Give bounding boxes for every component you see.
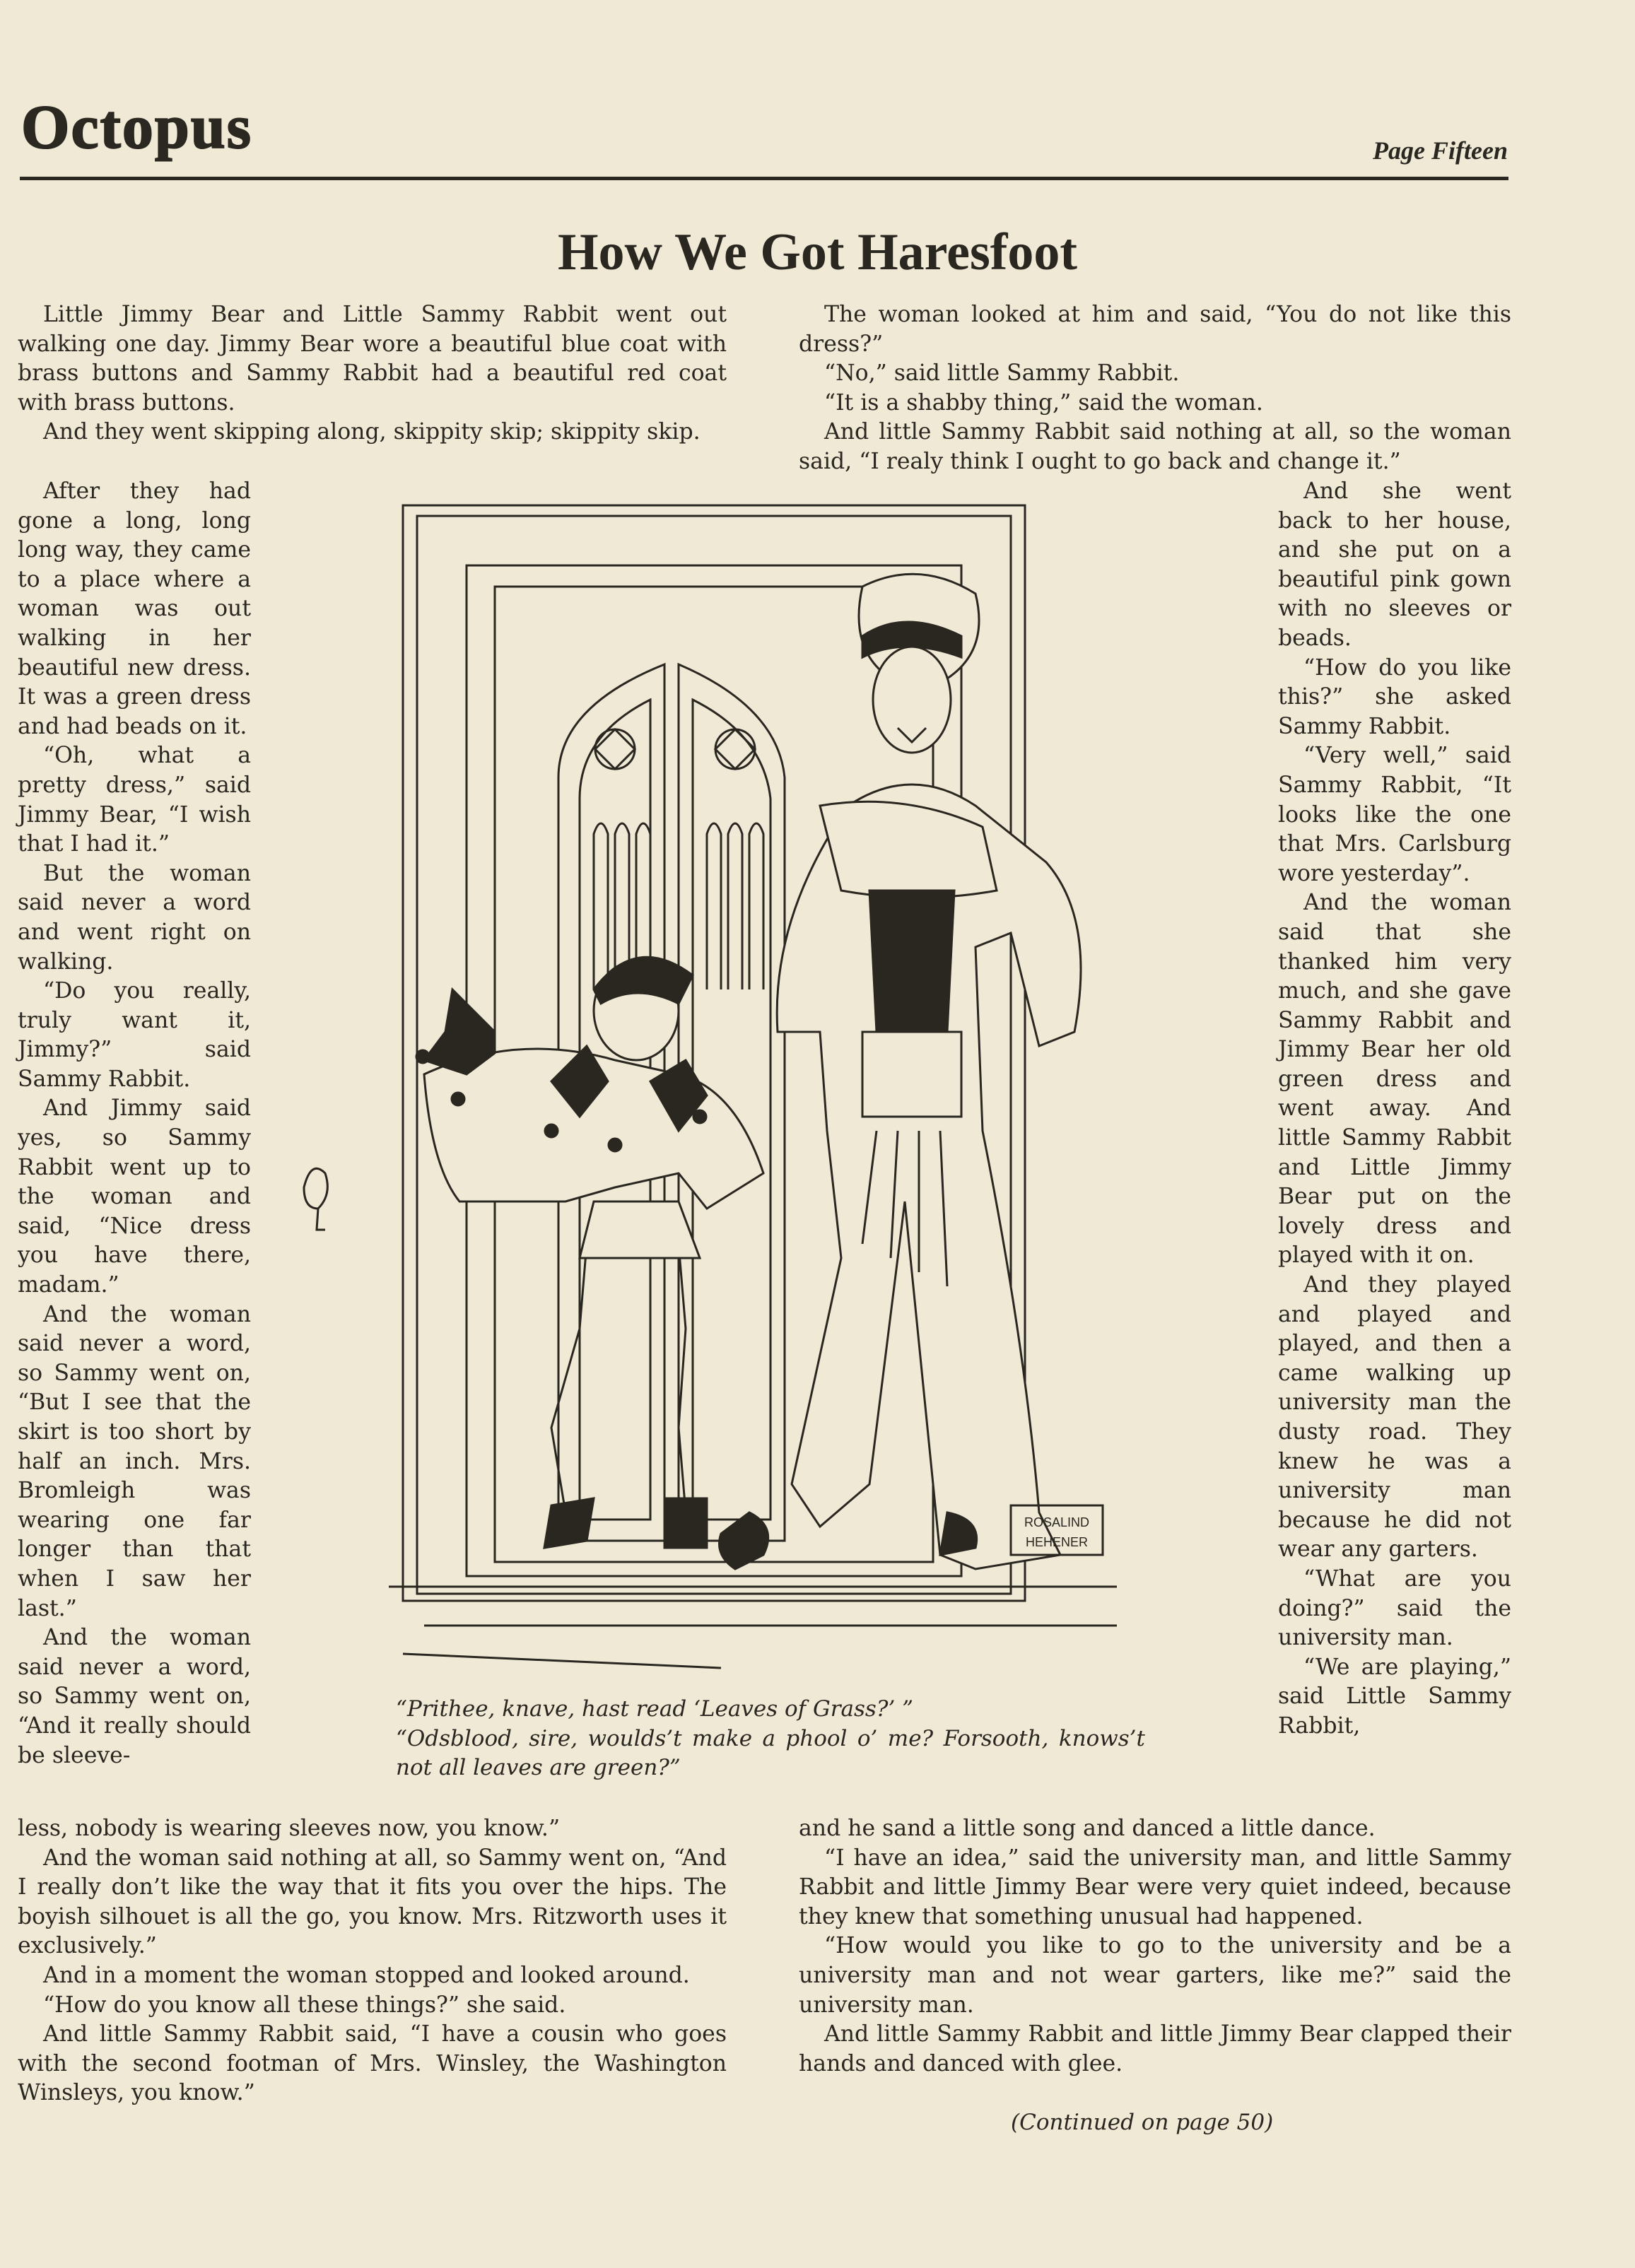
- paragraph: “How would you like to go to the university and be a university man and not wear garters, like me?” said the university man.: [799, 1933, 1511, 2018]
- left-column-narrow: [18, 477, 251, 1770]
- paragraph: And little Sammy Rabbit said nothing at all, so the woman said, “I realy think I ought to go back and change it.”: [799, 419, 1511, 474]
- paragraph: And little Sammy Rabbit said, “I have a cousin who goes with the second footman of Mrs. Winsley, the Washington Winsleys, you know.”: [18, 2021, 727, 2106]
- right-column-narrow: [1278, 477, 1511, 1741]
- left-column-bottom: [18, 1814, 727, 2108]
- magazine-masthead: Octopus: [21, 93, 252, 162]
- paragraph: “No,” said little Sammy Rabbit.: [824, 360, 1180, 387]
- paragraph: less, nobody is wearing sleeves now, you know.”: [18, 1816, 561, 1841]
- paragraph: And they went skipping along, skippity skip; skippity skip.: [43, 419, 701, 445]
- right-column-bottom: [799, 1814, 1511, 2079]
- paragraph: And the woman said that she thanked him very much, and she gave Sammy Rabbit and Jimmy Bear her old green dress and went away. And little Sammy Rabbit and Little Jimmy Bear put on the lovely dress and played with it on.: [1278, 890, 1511, 1269]
- paragraph: And little Sammy Rabbit and little Jimmy Bear clapped their hands and danced with glee.: [799, 2021, 1511, 2076]
- paragraph: “What are you doing?” said the university man.: [1278, 1565, 1511, 1651]
- page-number: Page Fifteen: [1373, 136, 1508, 165]
- left-column-top: [18, 300, 727, 447]
- caption-line: “Odsblood, sire, woulds’t make a phool o’ me? Forsooth, knows’t not all leaves are green?”: [396, 1725, 1145, 1781]
- paragraph: and he sand a little song and danced a little dance.: [799, 1816, 1376, 1841]
- jester-and-noble-illustration: [283, 495, 1258, 1682]
- paragraph: “We are playing,” said Little Sammy Rabbit,: [1278, 1654, 1511, 1739]
- paragraph: “How do you like this?” she asked Sammy Rabbit.: [1278, 654, 1511, 739]
- paragraph: “Do you really, truly want it, Jimmy?” said Sammy Rabbit.: [18, 978, 251, 1092]
- paragraph: After they had gone a long, long long way, they came to a place where a woman was out walking in her beautiful new dress. It was a green dress and had beads on it.: [18, 478, 251, 739]
- paragraph: And the woman said never a word, so Sammy went on, “And it really should be sleeve-: [18, 1625, 251, 1768]
- paragraph: And in a moment the woman stopped and looked around.: [43, 1962, 690, 1988]
- paragraph: And Jimmy said yes, so Sammy Rabbit went up to the woman and said, “Nice dress you have there, madam.”: [18, 1095, 251, 1298]
- paragraph: “Very well,” said Sammy Rabbit, “It looks like the one that Mrs. Carlsburg wore yesterday”.: [1278, 743, 1511, 886]
- paragraph: But the woman said never a word and went right on walking.: [18, 860, 251, 975]
- header-rule: [20, 177, 1508, 180]
- paragraph: And the woman said never a word, so Sammy went on, “But I see that the skirt is too short by half an inch. Mrs. Bromleigh was wearing one far longer than that when I saw her last.”: [18, 1301, 251, 1621]
- paragraph: “How do you know all these things?” she said.: [43, 1992, 566, 2018]
- paragraph: And the woman said nothing at all, so Sammy went on, “And I really don’t like the way that it fits you over the hips. The boyish silhouet is all the go, you know. Mrs. Ritzworth uses it exclusively.”: [18, 1845, 727, 1959]
- caption-line: “Prithee, knave, hast read ‘Leaves of Grass?’ ”: [396, 1696, 914, 1722]
- paragraph: “It is a shabby thing,” said the woman.: [824, 389, 1263, 416]
- illustration-caption: [396, 1695, 1145, 1783]
- paragraph: “I have an idea,” said the university man, and little Sammy Rabbit and little Jimmy Bear were very quiet indeed, because they knew that something unusual had happened.: [799, 1845, 1511, 1929]
- paragraph: The woman looked at him and said, “You do not like this dress?”: [799, 302, 1511, 357]
- paragraph: And they played and played and played, and then a came walking up university man the dusty road. They knew he was a university man because he did not wear any garters.: [1278, 1272, 1511, 1563]
- right-column-top: [799, 300, 1511, 477]
- continued-note: (Continued on page 50): [1011, 2110, 1274, 2135]
- paragraph: Little Jimmy Bear and Little Sammy Rabbit went out walking one day. Jimmy Bear wore a beautiful blue coat with brass buttons and Sammy Rabbit had a beautiful red coat with brass buttons.: [18, 302, 727, 416]
- article-title: How We Got Haresfoot: [557, 223, 1078, 281]
- illustrator-signature-line1: ROSALIND: [1024, 1515, 1090, 1529]
- paragraph: And she went back to her house, and she put on a beautiful pink gown with no sleeves or beads.: [1278, 478, 1511, 651]
- illustrator-signature-line2: HEHENER: [1025, 1535, 1089, 1549]
- paragraph: “Oh, what a pretty dress,” said Jimmy Bear, “I wish that I had it.”: [18, 743, 251, 857]
